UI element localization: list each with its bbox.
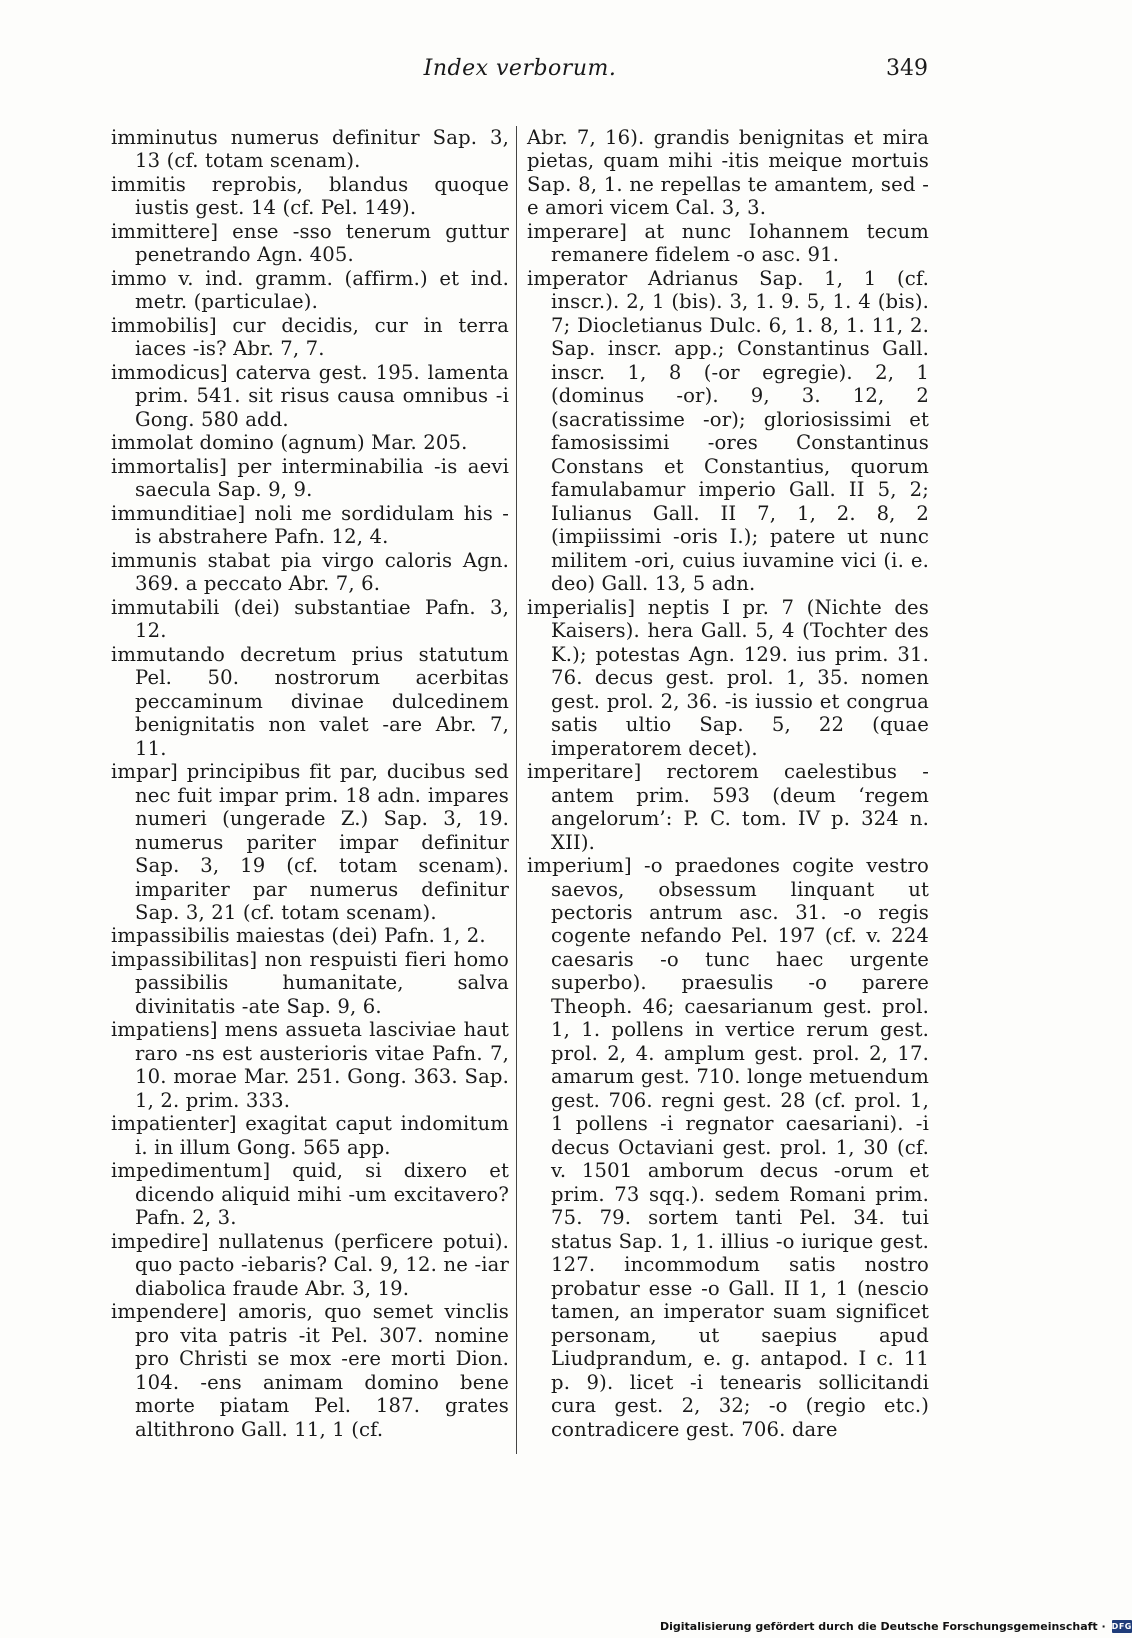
index-entry: impassibilis maiestas (dei) Pafn. 1, 2. [111, 924, 486, 948]
index-entry: immortalis] per interminabilia -is aevi saecula Sap. 9, 9. [111, 454, 509, 502]
footer-credit: Digitalisierung gefördert durch die Deutsche Forschungsgemeinschaft · [660, 1619, 1106, 1633]
index-entry-continued: Abr. 7, 16). grandis benignitas et mira pietas, quam mihi -itis meique mortuis Sap. 8, 1. ne repellas te amantem, sed -e amori vicem Cal. 3, 3. [527, 126, 929, 220]
index-entry: immolat domino (agnum) Mar. 205. [111, 431, 468, 455]
index-entry: impassibilitas] non respuisti fieri homo passibilis humanitate, salva divinitatis -ate Sap. 9, 6. [111, 947, 509, 1018]
digitization-footer [660, 1618, 1132, 1634]
page-title: Index verborum. [423, 56, 617, 81]
index-entry: imperitare] rectorem caelestibus -antem prim. 593 (deum ‘regem angelorum’: P. C. tom. IV p. 324 n. XII). [527, 760, 929, 854]
index-entry: immunis stabat pia virgo caloris Agn. 369. a peccato Abr. 7, 6. [111, 548, 509, 596]
index-entry: imperator Adrianus Sap. 1, 1 (cf. inscr.). 2, 1 (bis). 3, 1. 9. 5, 1. 4 (bis). 7; Diocletianus Dulc. 6, 1. 8, 1. 11, 2. Sap. inscr. app.; Constantinus Gall. inscr. 1, 8 (-or egregie). 2, 1 (dominus -or). 9, 3. 12, 2 (sacratissime -or); gloriosissimi et famosissimi -ores Constantinus Constans et Constantius, quorum famulabamur imperio Gall. II 5, 2; Iulianus Gall. II 7, 1, 2. 8, 2 (impiissimi -oris I.); patere ut nunc militem -ori, cuius iuvamine vici (i. e. deo) Gall. 13, 5 adn. [527, 266, 929, 596]
index-entry: impar] principibus fit par, ducibus sed nec fuit impar prim. 18 adn. impares numeri (ungerade Z.) Sap. 3, 19. numerus pariter impar definitur Sap. 3, 19 (cf. totam scenam). impariter par numerus definitur Sap. 3, 21 (cf. totam scenam). [111, 760, 509, 924]
index-entry: immobilis] cur decidis, cur in terra iaces -is? Abr. 7, 7. [111, 313, 509, 361]
index-entry: immodicus] caterva gest. 195. lamenta prim. 541. sit risus causa omnibus -i Gong. 580 add. [111, 360, 509, 431]
index-entry: imperialis] neptis I pr. 7 (Nichte des Kaisers). hera Gall. 5, 4 (Tochter des K.); potestas Agn. 129. ius prim. 31. 76. decus gest. prol. 1, 35. nomen gest. prol. 2, 36. -is iussio et congrua satis ultio Sap. 5, 22 (quae imperatorem decet). [527, 595, 929, 760]
index-entry: impedimentum] quid, si dixero et dicendo aliquid mihi -um excitavero? Pafn. 2, 3. [111, 1159, 509, 1230]
index-entry: impedire] nullatenus (perficere potui). quo pacto -iebaris? Cal. 9, 12. ne -iar diabolica fraude Abr. 3, 19. [111, 1229, 509, 1300]
index-entry: immutabili (dei) substantiae Pafn. 3, 12. [111, 595, 509, 643]
index-entry: imperium] -o praedones cogite vestro saevos, obsessum linquant ut pectoris antrum asc. 31. -o regis cogente nefando Pel. 197 (cf. v. 224 caesaris -o tunc haec urgente superbo). praesulis -o parere Theoph. 46; caesarianum gest. prol. 1, 1. pollens in vertice rerum gest. prol. 2, 4. amplum gest. prol. 2, 17. amarum gest. 710. longe metuendum gest. 706. regni gest. 28 (cf. prol. 1, 1 pollens -i regnator caesariani). -i decus Octaviani gest. prol. 1, 30 (cf. v. 1501 amborum decus -orum et prim. 73 sqq.). sedem Romani prim. 75. 79. sortem tanti Pel. 34. tui status Sap. 1, 1. illius -o iurique gest. 127. incommodum satis nostro probatur esse -o Gall. II 1, 1 (nescio tamen, an imperator suam significet personam, ut saepius apud Liudprandum, e. g. antapod. I c. 11 p. 9). licet -i tenearis sollicitandi cura gest. 2, 32; -o (regio etc.) contradicere gest. 706. dare [527, 854, 929, 1441]
running-header [112, 56, 928, 96]
column-divider [516, 126, 517, 1454]
index-entry: impatiens] mens assueta lasciviae haut raro -ns est austerioris vitae Pafn. 7, 10. morae Mar. 251. Gong. 363. Sap. 1, 2. prim. 333. [111, 1018, 509, 1112]
page-number: 349 [886, 56, 928, 81]
index-entry: immunditiae] noli me sordidulam his -is abstrahere Pafn. 12, 4. [111, 501, 509, 549]
index-entry: impatienter] exagitat caput indomitum i. in illum Gong. 565 app. [111, 1112, 509, 1159]
index-entry: immittere] ense -sso tenerum guttur penetrando Agn. 405. [111, 219, 509, 267]
dfg-logo-icon: DFG [1111, 1621, 1132, 1631]
index-entry: immutando decretum prius statutum Pel. 50. nostrorum acerbitas peccaminum divinae dulcedinem benignitatis non valet -are Abr. 7, 11. [111, 642, 509, 760]
index-entry: immitis reprobis, blandus quoque iustis gest. 14 (cf. Pel. 149). [111, 172, 509, 220]
index-entry: immo v. ind. gramm. (affirm.) et ind. metr. (particulae). [111, 266, 509, 314]
index-column-right [527, 126, 929, 1441]
index-entry: imminutus numerus definitur Sap. 3, 13 (cf. totam scenam). [111, 126, 509, 173]
index-column-left [111, 126, 509, 1441]
index-entry: impendere] amoris, quo semet vinclis pro vita patris -it Pel. 307. nomine pro Christi se mox -ere morti Dion. 104. -ens animam domino bene morte piatam Pel. 187. grates altithrono Gall. 11, 1 (cf. [111, 1300, 509, 1441]
index-entry: imperare] at nunc Iohannem tecum remanere fidelem -o asc. 91. [527, 219, 929, 267]
